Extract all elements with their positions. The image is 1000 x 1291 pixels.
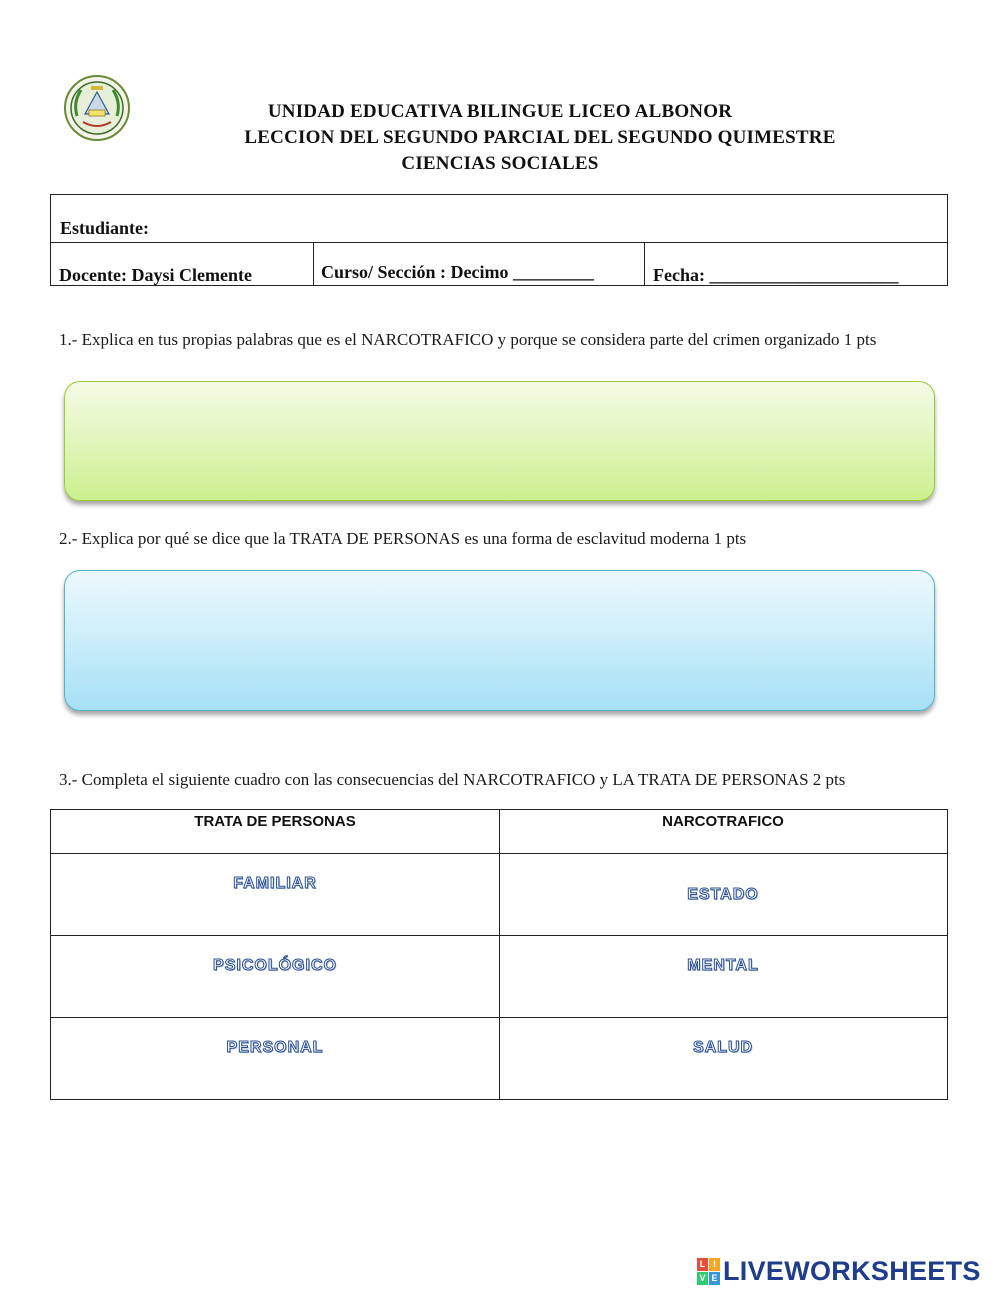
table-cell: ESTADO: [687, 886, 759, 903]
teacher-cell: [51, 242, 314, 285]
liveworksheets-logo-icon: [697, 1258, 720, 1285]
date-label: Fecha: _____________________: [653, 265, 899, 285]
teacher-label: Docente: Daysi Clemente: [59, 265, 252, 285]
table-cell: MENTAL: [687, 957, 759, 974]
table-cell: FAMILIAR: [233, 875, 317, 892]
table-cell: PERSONAL: [226, 1039, 324, 1056]
date-cell[interactable]: [644, 242, 947, 285]
logo-letter: E: [709, 1272, 720, 1285]
question-1: 1.- Explica en tus propias palabras que es el NARCOTRAFICO y porque se considera parte del crimen organizado 1 pts: [59, 330, 877, 349]
lesson-title: LECCION DEL SEGUNDO PARCIAL DEL SEGUNDO QUIMESTRE: [244, 127, 836, 148]
answer-box-2[interactable]: [64, 570, 935, 711]
school-name: UNIDAD EDUCATIVA BILINGUE LICEO ALBONOR: [267, 101, 733, 122]
student-label: Estudiante:: [60, 218, 150, 238]
course-label: Curso/ Sección : Decimo _________: [321, 262, 594, 282]
table-cell: SALUD: [692, 1039, 754, 1056]
student-info-table: [50, 194, 948, 286]
header-narcotrafico: NARCOTRAFICO: [662, 813, 784, 830]
logo-letter: V: [697, 1272, 708, 1285]
subject-title: CIENCIAS SOCIALES: [401, 153, 599, 174]
brand-name: LIVEWORKSHEETS: [723, 1255, 981, 1286]
answer-box-1[interactable]: [64, 381, 935, 501]
course-cell[interactable]: [313, 242, 645, 285]
row-divider: [51, 935, 947, 936]
logo-letter: I: [709, 1258, 720, 1271]
consequences-table: [50, 809, 948, 1100]
row-divider: [51, 1017, 947, 1018]
student-row[interactable]: [51, 195, 947, 243]
liveworksheets-brand[interactable]: [697, 1256, 981, 1286]
question-2: 2.- Explica por qué se dice que la TRATA DE PERSONAS es una forma de esclavitud moderna 1 pts: [59, 529, 747, 548]
row-divider: [51, 853, 947, 854]
header-trata-de-personas: TRATA DE PERSONAS: [194, 813, 356, 830]
question-3: 3.- Completa el siguiente cuadro con las consecuencias del NARCOTRAFICO y LA TRATA DE PERSONAS 2 pts: [59, 770, 846, 789]
table-cell: PSICOLÓGICO: [213, 957, 337, 974]
logo-letter: L: [697, 1258, 708, 1271]
